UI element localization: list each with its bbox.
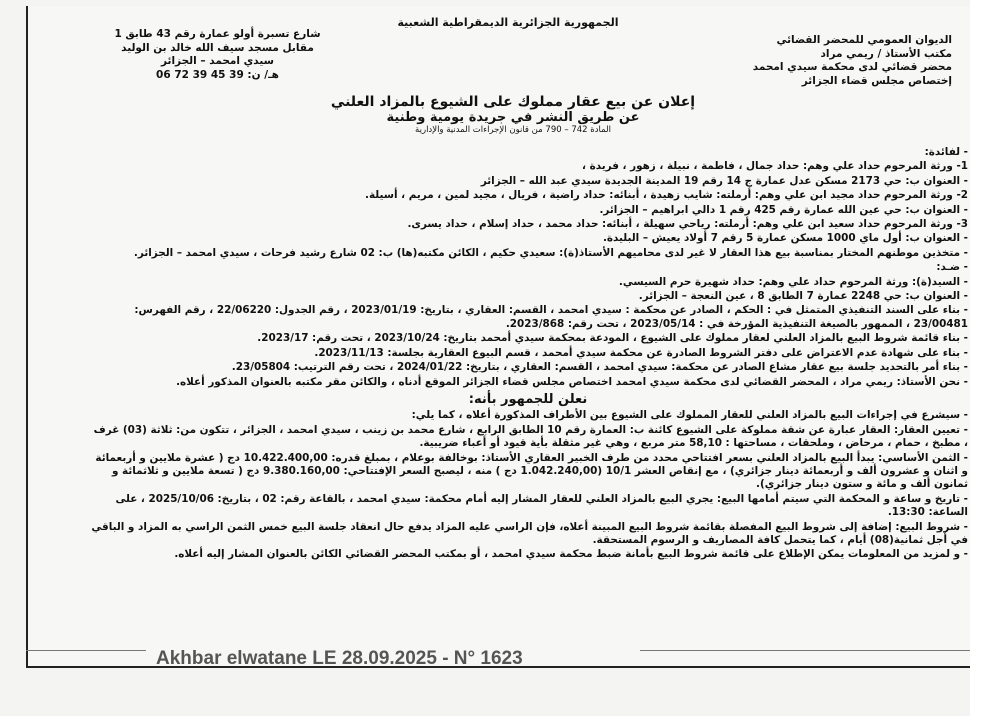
notice-subtitle: عن طريق النشر في جريدة يومية وطنية (386, 110, 640, 125)
office-line: الديوان العمومي للمحضر القضائي (776, 34, 952, 46)
paragraph: 2- ورثة المرحوم حداد مجيد ابن علي وهم: أرملته: شايب زهيدة ، أبنائه: حداد راضية ، فريال ، مجيد لمين ، مريم ، أسيلة. (365, 189, 968, 202)
paragraph: - لفائدة: (924, 146, 968, 158)
republic-title: الجمهورية الجزائرية الديمقراطية الشعبية (397, 16, 619, 29)
paragraph: - تاريخ و ساعة و المحكمة التي سيتم أمامها البيع: يجري البيع بالمزاد العلني للعقار المشار إليه أمام محكمة: سيدي امحمد ، بالقاعة رقم: 02 ، بتاريخ: 2025/10/06 ، على الساعة: 13:30. (115, 492, 968, 519)
paragraph: - السيد(ة): ورثة المرحوم حداد علي وهم: حداد شهيرة حرم السيسي. (618, 275, 968, 288)
newspaper-reference: Akhbar elwatane LE 28.09.2025 - N° 1623 (156, 648, 523, 669)
paragraph: - سيشرع في إجراءات البيع بالمزاد العلني للعقار المملوك على الشيوع بين الأطراف المذكورة أعلاه ، كما يلي: (411, 409, 968, 422)
address-line: سيدي امحمد – الجزائر (160, 55, 274, 67)
paragraph: - العنوان ب: حي عين الله عمارة رقم 425 رقم 1 دالي ابراهيم – الجزائر. (599, 203, 968, 216)
office-line: إختصاص مجلس قضاء الجزائر (801, 74, 952, 87)
legal-reference: المادة 742 – 790 من قانون الإجراءات المدنية والإدارية (415, 125, 611, 135)
office-line: محضر قضائي لدى محكمة سيدي امحمد (752, 61, 952, 73)
phone-line: هـ/ ن: 39 45 39 72 06 (156, 68, 279, 81)
paragraph: - العنوان ب: حي 2173 مسكن عدل عمارة ج 14 رقم 19 المدينة الجديدة سيدي عبد الله – الجزائر (480, 174, 968, 187)
notice-body (88, 146, 968, 563)
paragraph: - العنوان ب: حي 2248 عمارة 7 الطابق 8 ، عين النعجة – الجزائر. (638, 290, 968, 303)
paragraph: - نحن الأستاذ: ريمي مراد ، المحضر القضائي لدى محكمة سيدي امحمد اختصاص مجلس قضاء الجزائر الموقع أدناه ، والكائن مقر مكتبه بالعنوان المذكور أعلاه. (176, 375, 968, 388)
paragraph: - العنوان ب: أول ماي 1000 مسكن عمارة 5 رقم 7 أولاد يعيش – البليدة. (602, 232, 968, 245)
page-edge (970, 0, 982, 716)
office-line: مكتب الأستاذ / ريمي مراد (820, 47, 952, 60)
notice-title-block (208, 94, 818, 135)
notice-title: إعلان عن بيع عقار مملوك على الشيوع بالمزاد العلني (330, 94, 696, 110)
paragraph: 1- ورثة المرحوم حداد علي وهم: حداد جمال ، فاطمة ، نبيلة ، زهور ، فريدة ، (582, 160, 968, 173)
paragraph: - تعيين العقار: العقار عبارة عن شقة مملوكة على الشيوع كائنة ب: العمارة رقم 10 الطابق الرابع ، شارع محمد بن زينب ، سيدي امحمد ، الجزائر ، تتكون من: ثلاثة (03) غرف ، مطبخ ، حمام ، مرحاض ، وملحقات ، مساحتها : 58,10 متر مربع ، وهي غير مثقلة بأية قيود أو أعباء ضريبية. (93, 423, 968, 450)
divider-line (640, 650, 970, 651)
announcement-heading: نعلن للجمهور بأنه: (468, 391, 588, 407)
paragraph: - بناء قائمة شروط البيع بالمزاد العلني لعقار مملوك على الشيوع ، المودعة بمحكمة سيدي أمحمد بتاريخ: 2023/10/24 ، تحت رقم: 2023/17. (257, 332, 968, 345)
paragraph: - بناء أمر بالتحديد جلسة بيع عقار مشاع الصادر عن محكمة: سيدي امحمد ، القسم: العقاري ، بتاريخ: 2024/01/22 ، تحت رقم الترتيب: 23/05804. (231, 361, 968, 374)
paragraph: - و لمزيد من المعلومات يمكن الإطلاع على قائمة شروط البيع بأمانة ضبط محكمة سيدي امحمد ، أو بمكتب المحضر القضائي الكائن بالعنوان المشار إليه أعلاه. (174, 548, 968, 561)
office-address-block (80, 28, 355, 82)
address-line: شارع تسبرة أولو عمارة رقم 43 طابق 1 (114, 28, 321, 40)
office-name-block (652, 34, 952, 88)
legal-notice-page (26, 6, 972, 668)
paragraph: - بناء على شهادة عدم الاعتراض على دفتر الشروط الصادرة عن محكمة سيدي أمحمد ، قسم البيوع العقارية بجلسة: 2023/11/13. (314, 346, 968, 359)
divider-line (26, 650, 146, 651)
paragraph: - ضـد: (936, 261, 968, 274)
address-line: مقابل مسجد سيف الله خالد بن الوليد (121, 41, 314, 54)
paragraph: - شروط البيع: إضافة إلى شروط البيع المفصلة بقائمة شروط البيع المبينة أعلاه، فإن الراسي عليه المزاد يدفع حال انعقاد جلسة البيع خمس الثمن الراسي به المزاد و الباقي في أجل ثمانية(08) أيام ، كما يتحمل كافة المصاريف و الرسوم المستحقة. (91, 520, 968, 546)
paragraph: - متخذين موطنهم المختار بمناسبة بيع هذا العقار لا غير لدى محاميهم الأستاذ(ة): سعيدي حكيم ، الكائن مكتبه(ها) ب: 02 شارع رشيد فرحات ، سيدي امحمد – الجزائر. (133, 246, 968, 259)
paragraph: - الثمن الأساسي: يبدأ البيع بالمزاد العلني بسعر افتتاحي محدد من طرف الخبير العقاري الأستاذ: بوخالفة بوعلام ، بمبلغ قدره: 10.422.400,00 دج ( عشرة ملايين و أربعمائة و اثنان و عشرون ألف و أربعمائة دينار جزائري) ، مع إنقاص العشر 10/1 (1.042.240,00 دج ) منه ، ليصبح السعر الإفتتاحي: 9.380.160,00 دج ( تسعة ملايين و ثلاثمائة و ثمانون ألف و مائة و ستون دينار جزائري). (95, 451, 968, 491)
paragraph: 3- ورثة المرحوم حداد سعيد ابن علي وهم: أرملته: رياحي سهيلة ، أبنائه: حداد محمد ، حداد إسلام ، حداد يسرى. (407, 218, 968, 231)
paragraph: - بناء على السند التنفيذي المتمثل في : الحكم ، الصادر عن محكمة : سيدي امحمد ، القسم: العقاري ، بتاريخ: 2023/01/19 ، رقم الجدول: 22/06220 ، رقم الفهرس: 23/00481 ، الممهور بالصيغة التنفيذية المؤرخة في : 2023/05/14 ، تحت رقم: 2023/868. (134, 304, 968, 330)
